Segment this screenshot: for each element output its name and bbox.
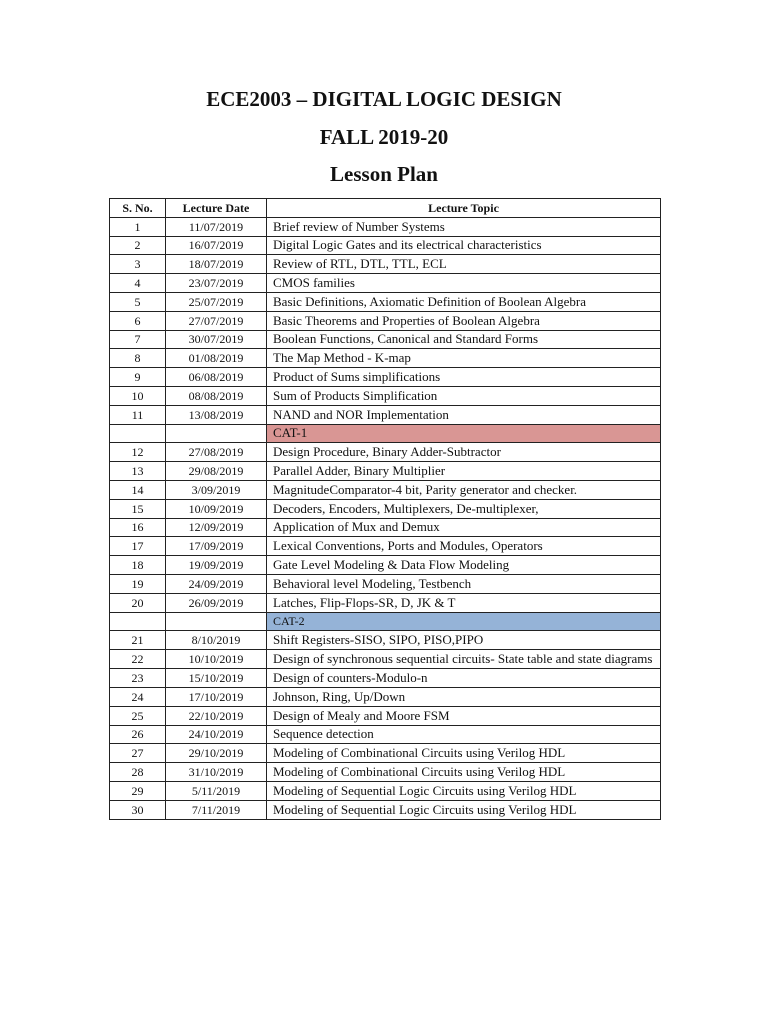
table-header-row [110, 199, 661, 218]
sno-cell: 20 [110, 593, 166, 612]
table-body [110, 217, 661, 819]
topic-cell: Behavioral level Modeling, Testbench [267, 574, 661, 593]
date-cell: 23/07/2019 [166, 274, 267, 293]
date-cell: 18/07/2019 [166, 255, 267, 274]
table-row [110, 443, 661, 462]
topic-cell: Johnson, Ring, Up/Down [267, 687, 661, 706]
table-row [110, 687, 661, 706]
topic-cell: Design of synchronous sequential circuits- State table and state diagrams [267, 650, 661, 669]
date-cell: 7/11/2019 [166, 800, 267, 819]
sno-cell: 5 [110, 292, 166, 311]
date-cell: 29/08/2019 [166, 462, 267, 481]
course-title: ECE2003 – DIGITAL LOGIC DESIGN [206, 87, 562, 111]
table-row [110, 217, 661, 236]
table-row [110, 556, 661, 575]
topic-cell: Application of Mux and Demux [267, 518, 661, 537]
topic-cell: MagnitudeComparator-4 bit, Parity generator and checker. [267, 480, 661, 499]
sno-cell: 1 [110, 217, 166, 236]
topic-cell: Design Procedure, Binary Adder-Subtractor [267, 443, 661, 462]
date-cell: 27/08/2019 [166, 443, 267, 462]
table-row [110, 349, 661, 368]
table-row [110, 593, 661, 612]
date-cell: 15/10/2019 [166, 669, 267, 688]
sno-cell: 24 [110, 687, 166, 706]
table-row [110, 631, 661, 650]
table-row [110, 744, 661, 763]
sno-cell: 22 [110, 650, 166, 669]
topic-cell: NAND and NOR Implementation [267, 405, 661, 424]
topic-cell: CMOS families [267, 274, 661, 293]
sno-cell: 29 [110, 781, 166, 800]
date-cell [166, 612, 267, 631]
date-cell: 8/10/2019 [166, 631, 267, 650]
date-cell: 5/11/2019 [166, 781, 267, 800]
table-row [110, 236, 661, 255]
header-lecture-topic: Lecture Topic [267, 199, 661, 218]
date-cell: 31/10/2019 [166, 763, 267, 782]
semester-heading: FALL 2019-20 [319, 125, 449, 149]
table-row [110, 480, 661, 499]
date-cell: 19/09/2019 [166, 556, 267, 575]
cat1-row [110, 424, 661, 443]
table-row [110, 274, 661, 293]
date-cell: 17/09/2019 [166, 537, 267, 556]
date-cell: 13/08/2019 [166, 405, 267, 424]
date-cell: 06/08/2019 [166, 368, 267, 387]
sno-cell: 10 [110, 386, 166, 405]
table-row [110, 255, 661, 274]
date-cell: 11/07/2019 [166, 217, 267, 236]
topic-cell: Sum of Products Simplification [267, 386, 661, 405]
table-row [110, 725, 661, 744]
date-cell: 30/07/2019 [166, 330, 267, 349]
sno-cell: 3 [110, 255, 166, 274]
header-lecture-date: Lecture Date [166, 199, 267, 218]
topic-cell: Parallel Adder, Binary Multiplier [267, 462, 661, 481]
date-cell: 24/10/2019 [166, 725, 267, 744]
date-cell: 10/09/2019 [166, 499, 267, 518]
sno-cell: 11 [110, 405, 166, 424]
table-row [110, 499, 661, 518]
sno-cell: 8 [110, 349, 166, 368]
sno-cell: 2 [110, 236, 166, 255]
table-row [110, 800, 661, 819]
topic-cell: Product of Sums simplifications [267, 368, 661, 387]
sno-cell: 9 [110, 368, 166, 387]
sno-cell: 26 [110, 725, 166, 744]
header-sno: S. No. [110, 199, 166, 218]
topic-cell: Lexical Conventions, Ports and Modules, Operators [267, 537, 661, 556]
topic-cell: Review of RTL, DTL, TTL, ECL [267, 255, 661, 274]
sno-cell: 30 [110, 800, 166, 819]
sno-cell: 16 [110, 518, 166, 537]
topic-cell: Modeling of Combinational Circuits using Verilog HDL [267, 763, 661, 782]
sno-cell: 19 [110, 574, 166, 593]
topic-cell: Design of Mealy and Moore FSM [267, 706, 661, 725]
table-row [110, 330, 661, 349]
topic-cell: Decoders, Encoders, Multiplexers, De-multiplexer, [267, 499, 661, 518]
topic-cell: Basic Definitions, Axiomatic Definition of Boolean Algebra [267, 292, 661, 311]
sno-cell: 18 [110, 556, 166, 575]
table-row [110, 518, 661, 537]
sno-cell: 27 [110, 744, 166, 763]
date-cell: 24/09/2019 [166, 574, 267, 593]
sno-cell [110, 424, 166, 443]
topic-cell: Gate Level Modeling & Data Flow Modeling [267, 556, 661, 575]
date-cell [166, 424, 267, 443]
table-row [110, 650, 661, 669]
topic-cell: Modeling of Combinational Circuits using Verilog HDL [267, 744, 661, 763]
table-row [110, 405, 661, 424]
cat2-row [110, 612, 661, 631]
sno-cell: 4 [110, 274, 166, 293]
date-cell: 29/10/2019 [166, 744, 267, 763]
table-row [110, 386, 661, 405]
lesson-plan-table [109, 198, 661, 820]
date-cell: 25/07/2019 [166, 292, 267, 311]
date-cell: 10/10/2019 [166, 650, 267, 669]
topic-cell: Boolean Functions, Canonical and Standard Forms [267, 330, 661, 349]
sno-cell: 7 [110, 330, 166, 349]
topic-cell: Sequence detection [267, 725, 661, 744]
sno-cell: 15 [110, 499, 166, 518]
topic-cell: Latches, Flip-Flops-SR, D, JK & T [267, 593, 661, 612]
date-cell: 17/10/2019 [166, 687, 267, 706]
topic-cell: Shift Registers-SISO, SIPO, PISO,PIPO [267, 631, 661, 650]
table-row [110, 292, 661, 311]
table-row [110, 781, 661, 800]
topic-cell: Digital Logic Gates and its electrical characteristics [267, 236, 661, 255]
sno-cell: 12 [110, 443, 166, 462]
sno-cell: 17 [110, 537, 166, 556]
date-cell: 08/08/2019 [166, 386, 267, 405]
table-row [110, 574, 661, 593]
date-cell: 22/10/2019 [166, 706, 267, 725]
topic-cell: CAT-2 [267, 612, 661, 631]
topic-cell: Design of counters-Modulo-n [267, 669, 661, 688]
table-row [110, 462, 661, 481]
date-cell: 16/07/2019 [166, 236, 267, 255]
topic-cell: The Map Method - K-map [267, 349, 661, 368]
sno-cell: 14 [110, 480, 166, 499]
sno-cell [110, 612, 166, 631]
topic-cell: Brief review of Number Systems [267, 217, 661, 236]
sno-cell: 6 [110, 311, 166, 330]
date-cell: 3/09/2019 [166, 480, 267, 499]
table-row [110, 311, 661, 330]
topic-cell: Modeling of Sequential Logic Circuits using Verilog HDL [267, 781, 661, 800]
topic-cell: Basic Theorems and Properties of Boolean Algebra [267, 311, 661, 330]
topic-cell: CAT-1 [267, 424, 661, 443]
sno-cell: 23 [110, 669, 166, 688]
sno-cell: 25 [110, 706, 166, 725]
table-row [110, 669, 661, 688]
date-cell: 27/07/2019 [166, 311, 267, 330]
date-cell: 26/09/2019 [166, 593, 267, 612]
sno-cell: 21 [110, 631, 166, 650]
table-row [110, 763, 661, 782]
table-row [110, 706, 661, 725]
sno-cell: 28 [110, 763, 166, 782]
date-cell: 12/09/2019 [166, 518, 267, 537]
table-row [110, 537, 661, 556]
date-cell: 01/08/2019 [166, 349, 267, 368]
lesson-plan-heading: Lesson Plan [330, 162, 438, 186]
topic-cell: Modeling of Sequential Logic Circuits using Verilog HDL [267, 800, 661, 819]
table-row [110, 368, 661, 387]
sno-cell: 13 [110, 462, 166, 481]
